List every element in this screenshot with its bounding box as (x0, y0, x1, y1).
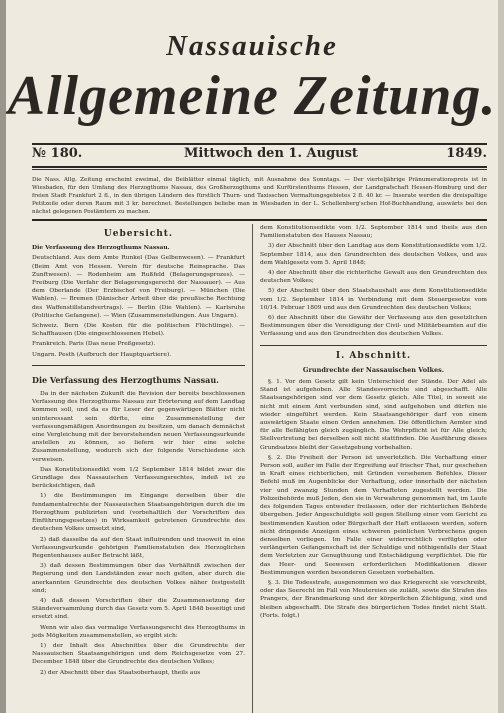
right-paragraph: 6) der Abschnitt über die Gewähr der Verfassung aus den gesetzlichen Bestimmungen über die Vereidigung der Civil- und Militärbeamten auf die Verfassung und aus den Grundrechten des deutschen Volkes. (260, 315, 487, 338)
article-paragraph: 4) daß dessen Vorschriften über die Zusammensetzung der Ständeversammlung durch das Gesetz vom 5. April 1848 beseitigt und ersetzt sind. (32, 597, 245, 621)
overview-item: Schweiz. Bern (Die Kosten für die politischen Flüchtlinge). — Schaffhausen (Die eingeschlossenen Hebel). (32, 323, 245, 338)
masthead-title-main: Allgemeine Zeitung. (7, 65, 497, 127)
article-paragraph: Da in der nächsten Zukunft die Revision der bereits beschlossenen Verfassung des Herzogthums Nassau zur Erörterung auf dem Landtag kommen soll, und da es für Leser der gegenwärtigen Blätter nicht uninteressant sein dürfte, eine Zusammenstellung der verfassungsmäßigen Anordnungen zu besitzen, um danach demnächst eine Vergleichung mit der bevorstehenden neuen Verfassungsurkunde anstellen zu können, so liefern wir hier eine solche Zusammenstellung, wodurch sich der folgende Verschiedene sich verweisen. (32, 391, 245, 463)
article-paragraph: 2) der Abschnitt über das Staatsoberhaupt, theils aus (40, 669, 201, 676)
article-paragraph: Das Konstitutionsedikt vom 1/2 September 1814 bildet zwar die Grundlage des Nassauischen Verfassungsrechtes, indeß ist zu berücksichtigen, daß (32, 466, 245, 490)
overview-item: Deutschland. Aus dem Amte Runkel (Das Gelbenwesen). — Frankfurt (Beim Amt von Hessen. Verein für deutsche Reinsprache. Das Zunftwesen). — Rodenheim am Rußfeld (Belagerungsprozes). — Freiburg (Die Verfahr der Belagerungsgerecht der Nassauer). — Aus dem Oberlande (Der Erzbischof von Freiburg). — München (Die Wahlen). — Bremen (Dänischer Arbeit über die preußische Rechtung des Waffenstillstandvertrags). — Berlin (Die Wahlen). — Karlsruhe (Politische Gefangene). — Wien (Zusammenstellungen. Aus Ungarn). (32, 255, 245, 319)
section-rule (260, 345, 487, 346)
article-paragraph: 1) der Inhalt des Abschnittes über die Grundrechte der Nassauischen Staatsangehörigen und dem Reichsgesetze vom 27. December 1848 über die Grundrechte des deutschen Volkes; (32, 642, 245, 666)
masthead-rule-top (32, 143, 487, 145)
right-paragraph: 4) der Abschnitt über die richterliche Gewalt aus den Grundrechten des deutschen Volkes; (260, 270, 487, 285)
right-paragraph: dem Konstitutionsedikte vom 1/2. September 1814 und theils aus den Familienstatuten des Hauses Nassau; (260, 225, 487, 240)
masthead-rule-thin (32, 169, 487, 170)
right-paragraph: 5) der Abschnitt über den Staatshaushalt aus dem Konstitutionsedikte vom 1/2. September 1814 in Verbindung mit dem Steuergesetze vom 10/14. Februar 1809 und aus den Grundrechten des deutschen Volkes; (260, 288, 487, 311)
issue-date: Mittwoch den 1. August (184, 146, 358, 161)
newspaper-page (6, 0, 498, 713)
article-paragraph: 1) die Bestimmungen im Eingange derselben über die fundamentalrechte der Nassauischen Staatsangehörigen durch die im Herzogthum publizirten und (vorbehaltlich der Vorschriften des Einführungsgesetzes) in Wirksamkeit getretenen Grundrechte des deutschen Volkes umsetzt sind, (32, 493, 245, 533)
section-paragraph: §. 1. Vor dem Gesetz gilt kein Unterschied der Stände. Der Adel als Stand ist aufgehoben. Alle Standesvorrechte sind abgeschafft. Alle Staatsangehörigen sind vor dem Gesetz gleich. Alle Titel, in soweit sie nicht mit einem Amt verbunden sind, sind aufgehoben und dürfen nie wieder eingeführt werden. Kein Staatsangehöriger darf von einem auswärtigen Staate einen Orden annehmen. Die öffentlichen Aemter sind für alle Befähigten gleich zugänglich. Die Wehrpflicht ist für Alle gleich; Stellvertretung bei derselben soll nicht stattfinden. Die Ausführung dieses Grundsatzes bleibt der Gesetzgebung vorbehalten. (260, 379, 487, 451)
overview-heading: Uebersicht. (103, 229, 174, 239)
overview-rule (32, 365, 245, 366)
masthead-issue-line (32, 146, 487, 164)
issue-year: 1849. (446, 146, 487, 161)
left-column (32, 224, 245, 679)
article-heading: Die Verfassung des Herzogthums Nassau. (32, 374, 219, 385)
notice-rule (32, 219, 487, 221)
overview-item: Die Verfassung des Herzogthums Nassau. (32, 244, 170, 252)
subscription-notice: Die Nass. Allg. Zeitung erscheint zweimal, die Beiblätter einmal täglich, mit Ausnahme des Sonntags. — Der vierteljährige Pränumerationspreis ist in Wiesbaden, für den Umfang des Herzogthums Nassau, des Großherzogthums und Kurfürstenthums Hessen, der Landgrafschaft Hessen-Homburg und der freien Stadt Frankfurt 2 fl., in den übrigen Ländern des fürstlich Thurn- und Taxisschen Vermaltungsgebietes 2 fl. 40 kr. — Inserate werden die dreispaltige Petitzeile oder deren Raum mit 3 kr. berechnet. Bestellungen beliebe man in Wiesbaden in der L. Schellenberg'schen Hof-Buchhandlung, auswärts bei den nächst gelegenen Postämtern zu machen. (32, 177, 487, 215)
article-paragraph: Wenn wir also das vermalige Verfassungsrecht des Herzogthums in jeds Mögkeiten zusammenstellen, so ergibt sich: (32, 624, 245, 639)
section-paragraph: §. 3. Die Todesstrafe, ausgenommen wo das Kriegsrecht sie vorschreibt, oder das Seerecht im Fall von Meutereien sie zuläßt, sowie die Strafen des Prangers, der Brandmarkung und der körperlichen Züchtigung, sind und bleiben abgeschafft. Die Strafe des bürgerlichen Todes findet nicht Statt. (Forts. folgt.) (260, 579, 487, 619)
right-paragraph: 3) der Abschnitt über den Landtag aus dem Konstitutionsedikte vom 1/2. September 1814, aus den Grundrechten des deutschen Volkes, und aus dem Wahlgesetz vom 5. April 1848; (260, 243, 487, 266)
masthead-title-top: Nassauische (166, 30, 338, 62)
section-paragraph: §. 2. Die Freiheit der Person ist unverletzlich. Die Verhaftung einer Person soll, außer im Falle der Ergreifung auf frischer That, nur geschehen in Kraft eines richterlichen, mit Gründen versehenen Befehles. Dieser Befehl muß im Augenblicke der Verhaftung, oder innerhalb der nächsten vier und zwanzig Stunden dem Verhafteten zugestellt werden. Die Polizeibehörde muß Jeden, den sie in Verwahrung genommen hat, im Laufe des folgenden Tages entweder freilassen, oder der richterlichen Behörde übergeben. Jeder Angeschuldigte soll gegen Stellung einer vom Gericht zu bestimmenden Kaution oder Bürgschaft der Haft entlassen werden, sofern nicht dringende Anzeigen eines schweren peinlichen Verbrechens gegen denselben vorliegen. Im Falle einer widerrechtlich verfügten oder verlängerten Gefangenschaft ist der Schuldige und nöthigenfalls der Staat dem Verletzten zur Genugthuung und Entschädigung verpflichtet. Die für das Heer- und Seewesen erforderlichen Modifikationen dieser Bestimmungen werden besonderen Gesetzen vorbehalten. (260, 454, 487, 576)
section-subheading: Grundrechte der Nassauischen Volkes. (302, 365, 445, 374)
section-heading: I. Abschnitt. (335, 350, 412, 361)
article-paragraph: 2) daß dasselbe da auf den Staat influirenden und insoweit in eine Verfassungsurkunde gehörigen Familienstatuten des Herzoglichen Regentenhauses außer Betracht läßt, (32, 536, 245, 559)
overview-item: Ungarn. Pesth (Aufbruch der Hauptquartiere). (32, 351, 172, 358)
article-paragraph: 3) daß dessen Bestimmungen über das Verhältniß zwischen der Regierung und den Landständen zwar noch gelten, aber durch die anerkannten Grundrechte des deutschen Volkes näher festgestellt sind; (32, 563, 245, 594)
column-separator (252, 224, 253, 713)
overview-item: Frankreich. Paris (Das neue Preßgesetz). (32, 341, 156, 348)
issue-number: № 180. (32, 146, 83, 161)
masthead-rule-mid (32, 166, 487, 168)
right-column (260, 224, 487, 622)
